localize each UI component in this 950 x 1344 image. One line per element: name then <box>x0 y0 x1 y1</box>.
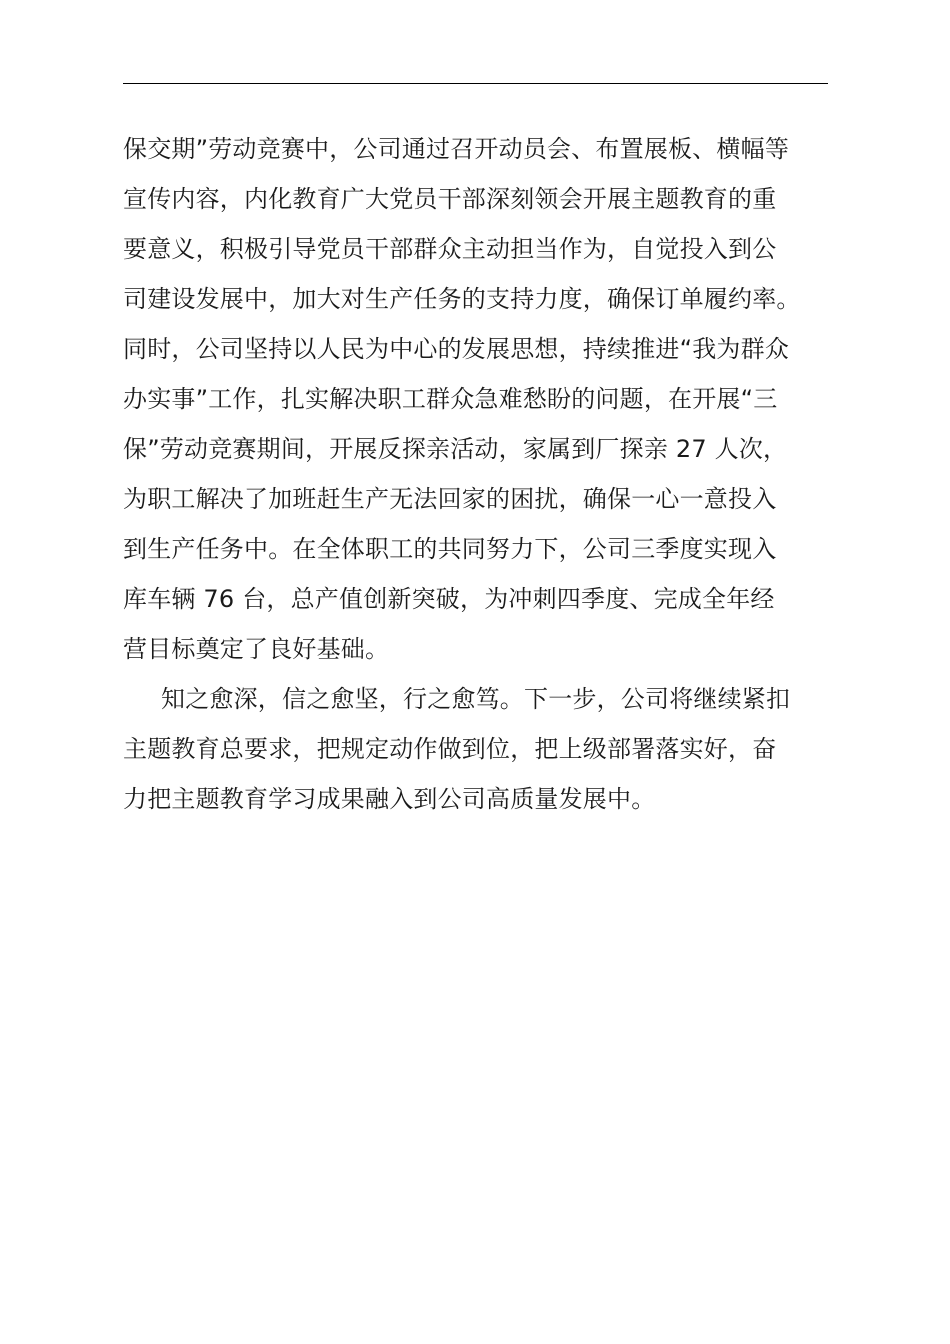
text-line: 库车辆 76 台，总产值创新突破，为冲刺四季度、完成全年经 <box>123 585 775 613</box>
text-line: 办实事”工作，扎实解决职工群众急难愁盼的问题，在开展“三 <box>123 385 778 413</box>
text-line: 主题教育总要求，把规定动作做到位，把上级部署落实好，奋 <box>123 735 777 763</box>
paragraph-1 <box>123 124 829 674</box>
text-line: 知之愈深，信之愈坚，行之愈笃。下一步，公司将继续紧扣 <box>161 685 791 713</box>
text-line: 为职工解决了加班赶生产无法回家的困扰，确保一心一意投入 <box>123 485 777 513</box>
document-body <box>123 124 829 824</box>
text-line: 保”劳动竞赛期间，开展反探亲活动，家属到厂探亲 27 人次， <box>123 435 788 463</box>
text-line: 保交期”劳动竞赛中，公司通过召开动员会、布置展板、横幅等 <box>123 135 790 163</box>
text-line: 同时，公司坚持以人民为中心的发展思想，持续推进“我为群众 <box>123 335 790 363</box>
text-line: 到生产任务中。在全体职工的共同努力下，公司三季度实现入 <box>123 535 777 563</box>
text-line: 力把主题教育学习成果融入到公司高质量发展中。 <box>123 785 656 813</box>
text-line: 要意义，积极引导党员干部群众主动担当作为，自觉投入到公 <box>123 235 777 263</box>
text-line: 司建设发展中，加大对生产任务的支持力度，确保订单履约率。 <box>123 285 801 313</box>
header-rule <box>123 83 828 84</box>
paragraph-2 <box>123 674 829 824</box>
text-line: 营目标奠定了良好基础。 <box>123 635 390 663</box>
text-line: 宣传内容，内化教育广大党员干部深刻领会开展主题教育的重 <box>123 185 777 213</box>
